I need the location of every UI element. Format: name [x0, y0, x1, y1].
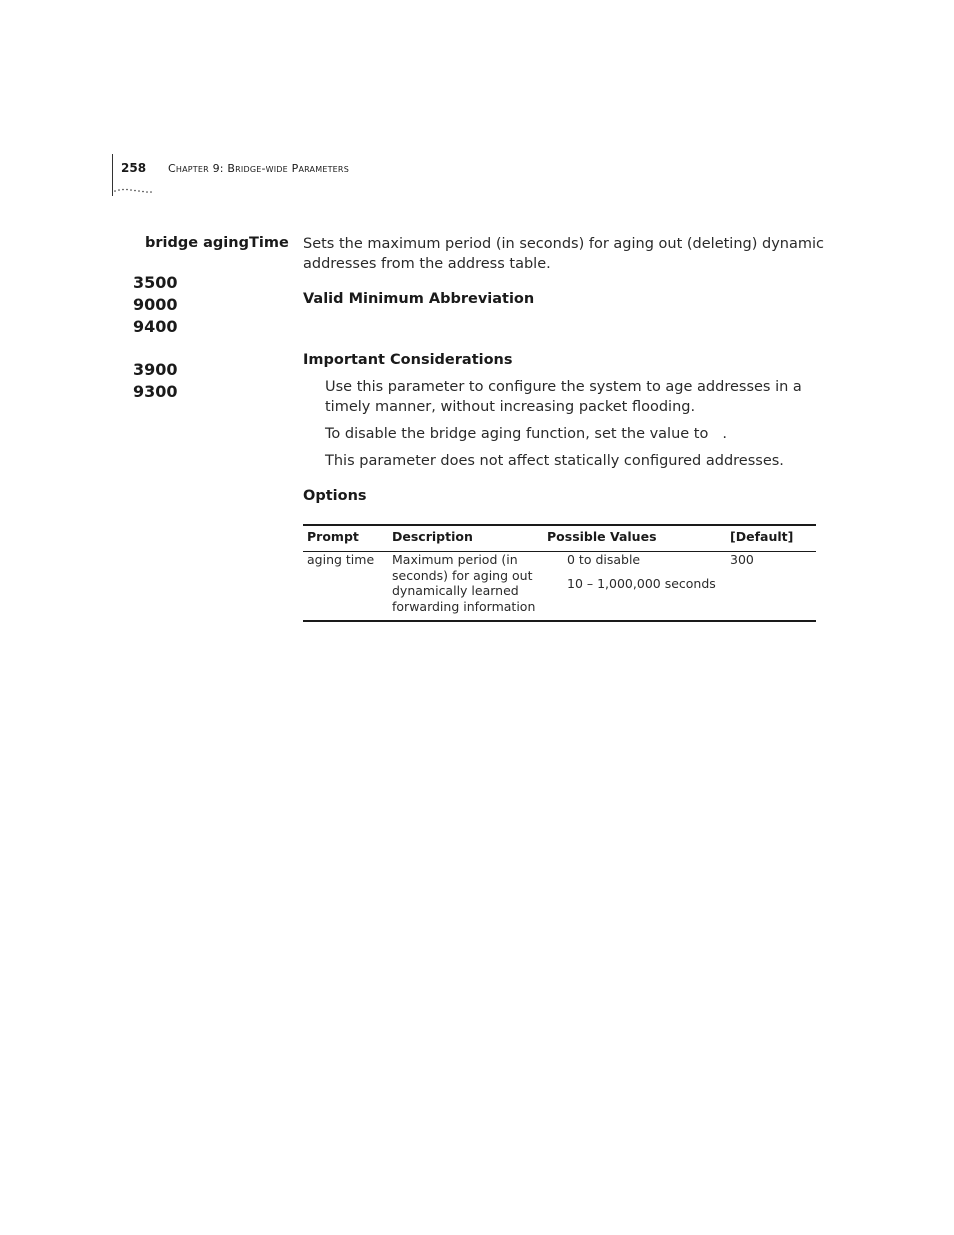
platform-number: 3900 — [133, 360, 178, 379]
header-dotted-ornament — [113, 187, 155, 193]
column-header-default: [Default] — [730, 529, 794, 544]
platform-number: 9300 — [133, 382, 178, 401]
description-line: Maximum period (in — [392, 552, 518, 567]
description-line: seconds) for aging out — [392, 567, 533, 583]
column-header-description: Description — [392, 529, 473, 544]
column-header-prompt: Prompt — [307, 529, 359, 544]
description-line: forwarding information — [392, 598, 536, 614]
consideration-line: Use this parameter to configure the system to age addresses in a — [325, 379, 802, 395]
command-title: bridge agingTime — [145, 235, 289, 251]
table-bottom-rule — [303, 620, 816, 622]
valid-abbreviation-heading: Valid Minimum Abbreviation — [303, 291, 535, 307]
platform-number: 9000 — [133, 295, 178, 314]
description-line: addresses from the address table. — [303, 256, 551, 272]
table-top-rule — [303, 524, 816, 526]
platform-number: 9400 — [133, 317, 178, 336]
cell-prompt: aging time — [307, 552, 375, 567]
description-line: dynamically learned — [392, 583, 519, 598]
important-considerations-heading: Important Considerations — [303, 352, 513, 368]
platform-list-1 — [133, 272, 178, 338]
cell-value-1: 0 to disable — [567, 552, 641, 567]
command-description — [303, 234, 824, 274]
consideration-text: To disable the bridge aging function, set the value to — [325, 426, 709, 442]
cell-default: 300 — [730, 552, 754, 567]
platform-list-2 — [133, 359, 178, 403]
chapter-title: Chapter 9: Bridge-wide Parameters — [168, 162, 349, 175]
consideration-1 — [325, 377, 805, 417]
platform-number: 3500 — [133, 273, 178, 292]
description-line: Sets the maximum period (in seconds) for aging out (deleting) dynamic — [303, 236, 824, 252]
consideration-2 — [325, 424, 805, 444]
column-header-possible-values: Possible Values — [547, 529, 657, 544]
consideration-3: This parameter does not affect statically configured addresses. — [325, 453, 784, 469]
page-number: 258 — [121, 161, 147, 175]
cell-value-2: 10 – 1,000,000 seconds — [567, 576, 716, 591]
options-heading: Options — [303, 488, 367, 504]
cell-description — [392, 552, 535, 614]
consideration-line: timely manner, without increasing packet flooding. — [325, 399, 696, 415]
consideration-end: . — [722, 426, 727, 442]
